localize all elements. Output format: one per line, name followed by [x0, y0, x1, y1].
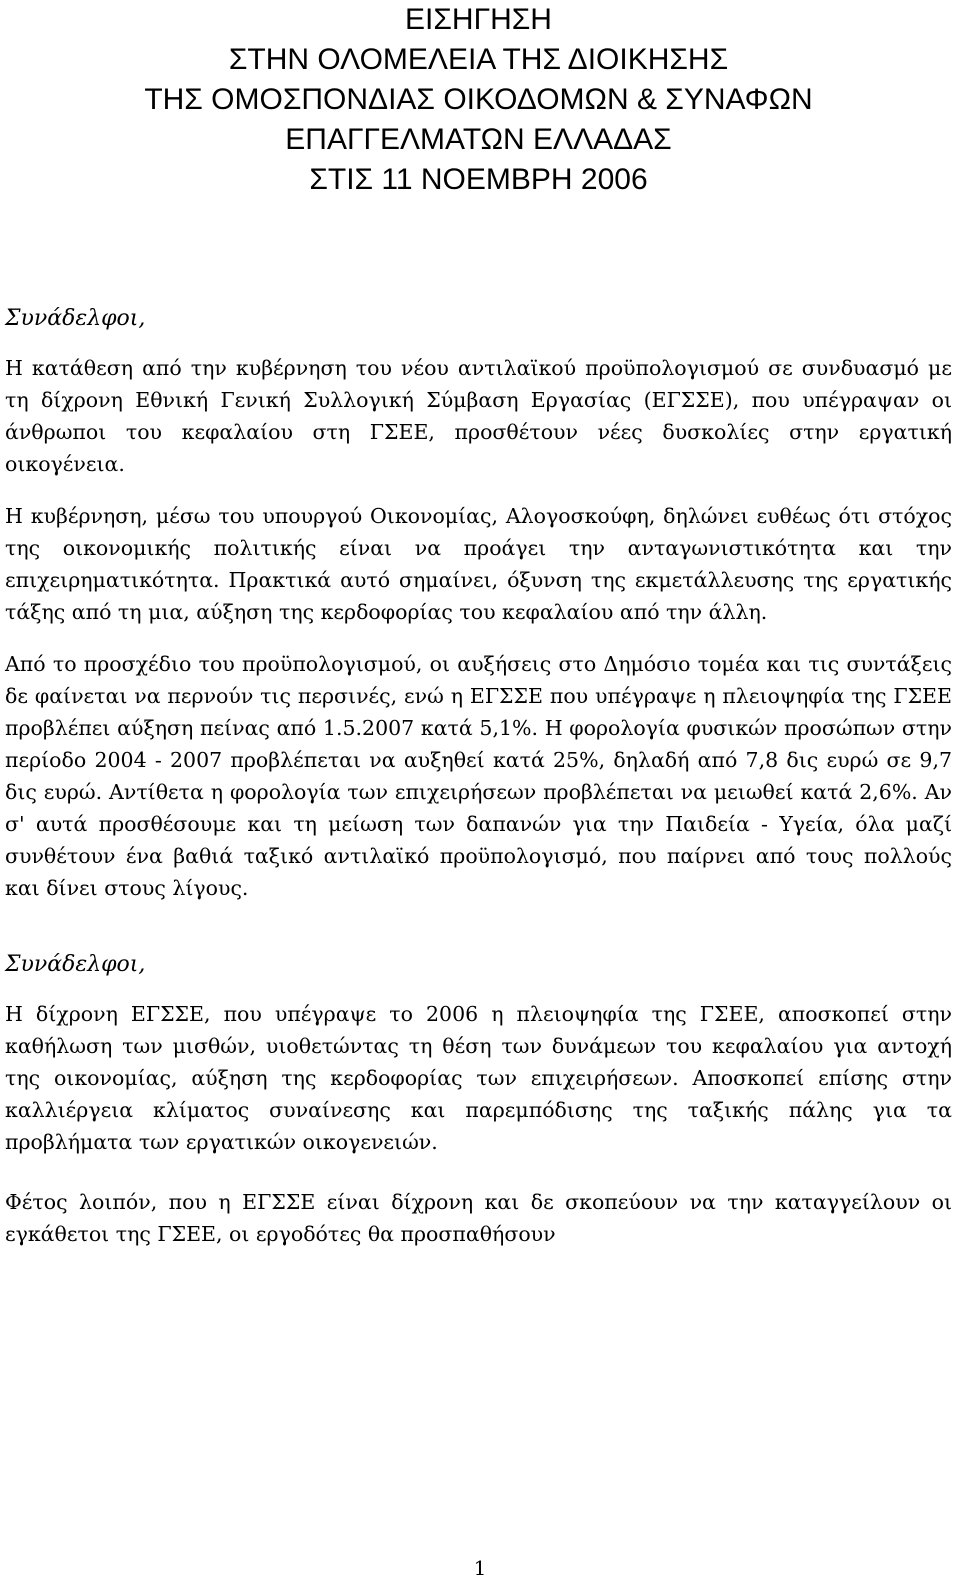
- page-number: 1: [473, 1556, 487, 1580]
- paragraph-4: Η δίχρονη ΕΓΣΣΕ, που υπέγραψε το 2006 η πλειοψηφία της ΓΣΕΕ, αποσκοπεί στην καθήλωση των μισθών, υιοθετώντας τη θέση των δυνάμεων του κεφαλαίου για αντοχή της οικονομίας, αύξηση της κερδοφορίας των επιχειρήσεων. Αποσκοπεί επίσης στην καλλιέργεια κλίματος συναίνεσης και παρεμπόδισης της ταξικής πάλης για τα προβλήματα των εργατικών οικογενειών.: [5, 1002, 952, 1154]
- salutation-1: Συνάδελφοι,: [5, 306, 146, 331]
- paragraph-1: Η κατάθεση από την κυβέρνηση του νέου αντιλαϊκού προϋπολογισμού σε συνδυασμό με τη δίχρονη Εθνική Γενική Συλλογική Σύμβαση Εργασίας (ΕΓΣΣΕ), που υπέγραψαν οι άνθρωποι του κεφαλαίου στη ΓΣΕΕ, προσθέτουν νέες δυσκολίες στην εργατική οικογένεια.: [5, 356, 952, 476]
- paragraph-2: Η κυβέρνηση, μέσω του υπουργού Οικονομίας, Αλογοσκούφη, δηλώνει ευθέως ότι στόχος της οικονομικής πολιτικής είναι να προάγει την ανταγωνιστικότητα και την επιχειρηματικότητα. Πρακτικά αυτό σημαίνει, όξυνση της εκμετάλλευσης της εργατικής τάξης από τη μια, αύξηση της κερδοφορίας του κεφαλαίου από την άλλη.: [5, 504, 952, 624]
- title-line-1: ΕΙΣΗΓΗΣΗ: [405, 3, 552, 36]
- document-title: [5, 0, 952, 200]
- title-line-4: ΕΠΑΓΓΕΛΜΑΤΩΝ ΕΛΛΑΔΑΣ: [285, 123, 672, 156]
- paragraph-5: Φέτος λοιπόν, που η ΕΓΣΣΕ είναι δίχρονη και δε σκοπεύουν να την καταγγείλουν οι εγκάθετοι της ΓΣΕΕ, οι εργοδότες θα προσπαθήσουν: [5, 1190, 952, 1246]
- title-line-3: ΤΗΣ ΟΜΟΣΠΟΝΔΙΑΣ ΟΙΚΟΔΟΜΩΝ & ΣΥΝΑΦΩΝ: [144, 83, 813, 116]
- title-line-2: ΣΤΗΝ ΟΛΟΜΕΛΕΙΑ ΤΗΣ ΔΙΟΙΚΗΣΗΣ: [228, 43, 729, 76]
- paragraph-3: Από το προσχέδιο του προϋπολογισμού, οι αυξήσεις στο Δημόσιο τομέα και τις συντάξεις δε φαίνεται να περνούν τις περσινές, ενώ η ΕΓΣΣΕ που υπέγραψε η πλειοψηφία της ΓΣΕΕ προβλέπει αύξηση πείνας από 1.5.2007 κατά 5,1%. Η φορολογία φυσικών προσώπων στην περίοδο 2004 - 2007 προβλέπεται να αυξηθεί κατά 25%, δηλαδή από 7,8 δις ευρώ σε 9,7 δις ευρώ. Αντίθετα η φορολογία των επιχειρήσεων προβλέπεται να μειωθεί κατά 2,6%. Αν σ' αυτά προσθέσουμε και τη μείωση των δαπανών για την Παιδεία - Υγεία, όλα μαζί συνθέτουν ένα βαθιά ταξικό αντιλαϊκό προϋπολογισμό, που παίρνει από τους πολλούς και δίνει στους λίγους.: [5, 652, 952, 900]
- salutation-2: Συνάδελφοι,: [5, 952, 146, 977]
- title-line-5: ΣΤΙΣ 11 ΝΟΕΜΒΡΗ 2006: [309, 163, 648, 196]
